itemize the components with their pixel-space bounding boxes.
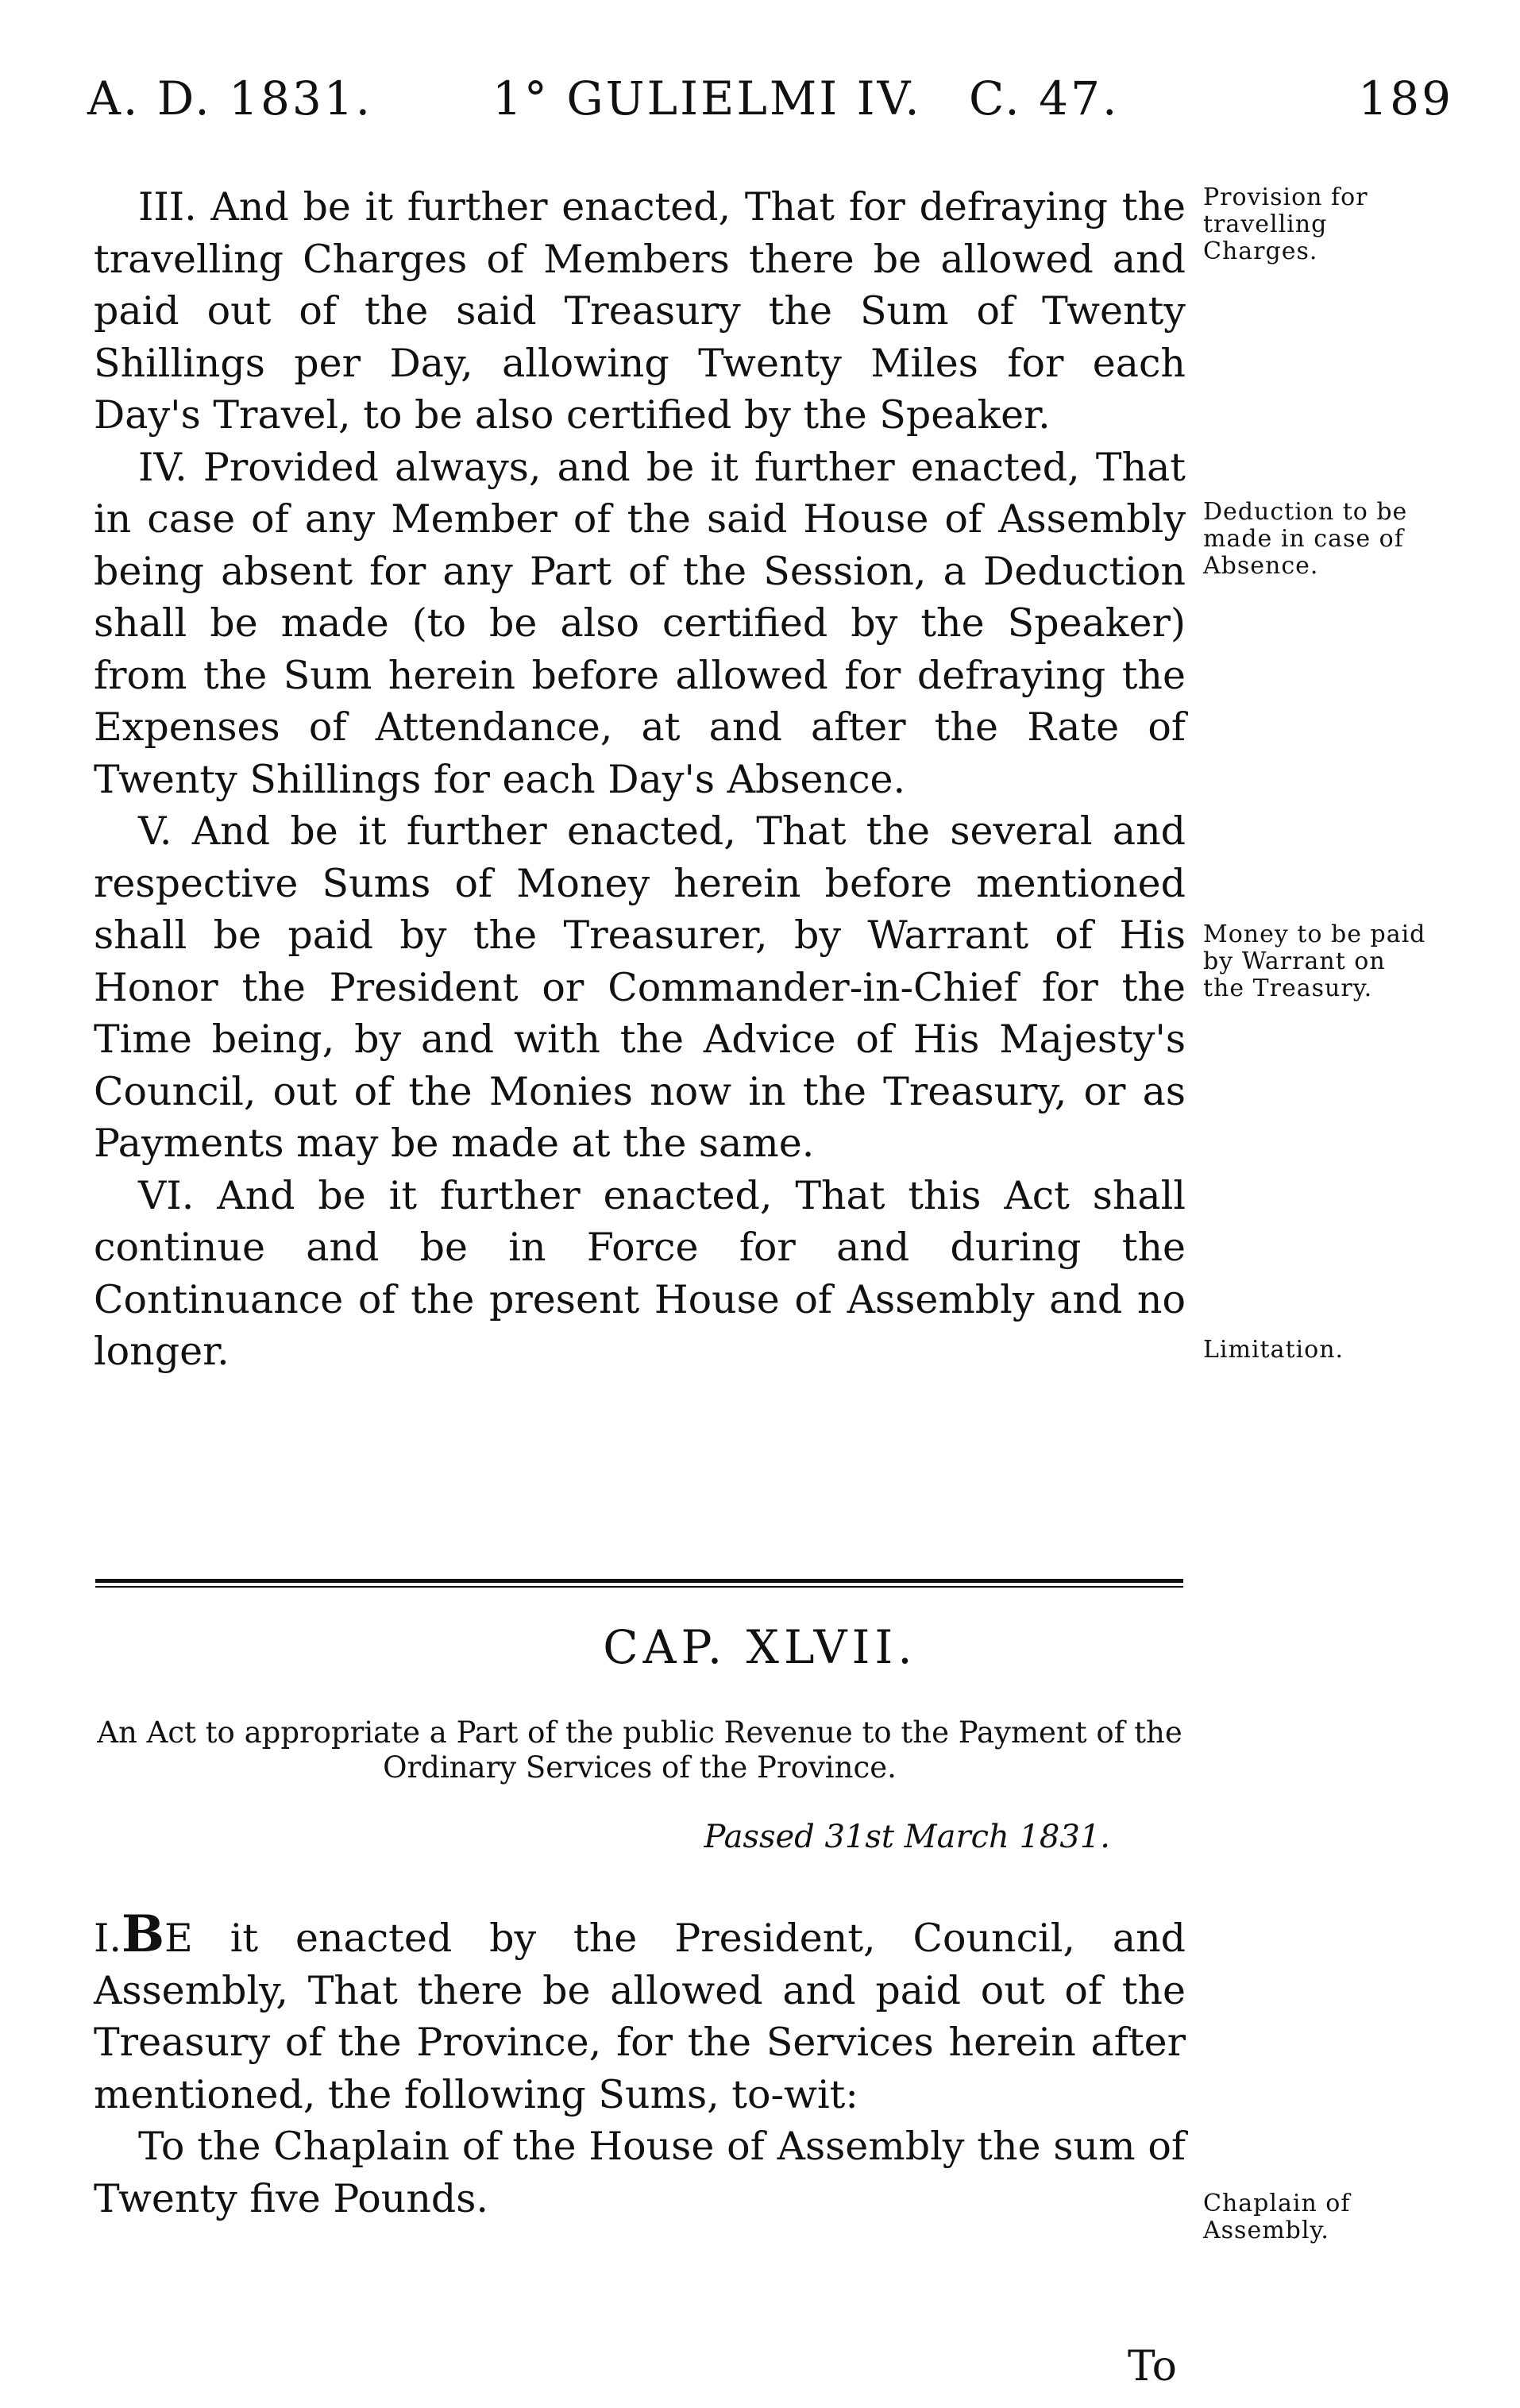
margin-note-money-warrant: Money to be paid by Warrant on the Treasury. — [1203, 920, 1426, 1002]
margin-note-travelling-charges: Provision for travelling Charges. — [1203, 183, 1368, 265]
section-one-numeral: I. — [94, 1916, 122, 1961]
act-description: An Act to appropriate a Part of the public Revenue to the Payment of the Ordinary Services of the Province. — [97, 1715, 1182, 1785]
section-three: III. And be it further enacted, That for defraying the travelling Charges of Members there be allowed and paid out of the said Treasury the Sum of Twenty Shillings per Day, allowing Twenty Miles for each Day's Travel, to be also certified by the Speaker. — [94, 184, 1186, 438]
section-six: VI. And be it further enacted, That this Act shall continue and be in Force for and during the Continuance of the present House of Assembly and no longer. — [94, 1172, 1186, 1374]
catchword: To — [1128, 2343, 1177, 2391]
section-four: IV. Provided always, and be it further enacted, That in case of any Member of the said House of Assembly being absent for any Part of the Session, a Deduction shall be made (to be also certified by the Speaker) from the Sum herein before allowed for defraying the Expenses of Attendance, at and after the Rate of Twenty Shillings for each Day's Absence. — [94, 444, 1186, 802]
header-year: A. D. 1831. — [87, 71, 373, 125]
chaplain-item: To the Chaplain of the House of Assembly the sum of Twenty five Pounds. — [94, 2124, 1186, 2221]
drop-cap: B — [121, 1904, 165, 1964]
section-divider-thin — [95, 1586, 1183, 1588]
header-reign: 1° GULIELMI IV. — [492, 71, 922, 125]
passed-date: Passed 31st March 1831. — [704, 1819, 1110, 1855]
margin-note-limitation: Limitation. — [1203, 1336, 1344, 1364]
cap-body — [94, 1904, 1186, 2225]
running-head — [87, 71, 1453, 143]
header-chapter: C. 47. — [969, 71, 1120, 125]
section-five: V. And be it further enacted, That the several and respective Sums of Money herein before mentioned shall be paid by the Treasurer, by Warrant of His Honor the President or Commander-in-Chief for the Time being, by and with the Advice of His Majesty's Council, out of the Monies now in the Treasury, or as Payments may be made at the same. — [94, 808, 1186, 1166]
section-one-text: E it enacted by the President, Council, and Assembly, That there be allowed and paid out of the Treasury of the Province, for the Services herein after mentioned, the following Sums, to-wit: — [94, 1916, 1186, 2117]
margin-note-deduction: Deduction to be made in case of Absence. — [1203, 498, 1408, 580]
cap-title: CAP. XLVII. — [603, 1620, 917, 1674]
page-number: 189 — [1358, 71, 1453, 125]
sections-block — [94, 181, 1186, 1378]
section-divider — [95, 1579, 1183, 1583]
margin-note-chaplain: Chaplain of Assembly. — [1203, 2190, 1351, 2244]
section-one — [94, 1904, 1186, 2121]
